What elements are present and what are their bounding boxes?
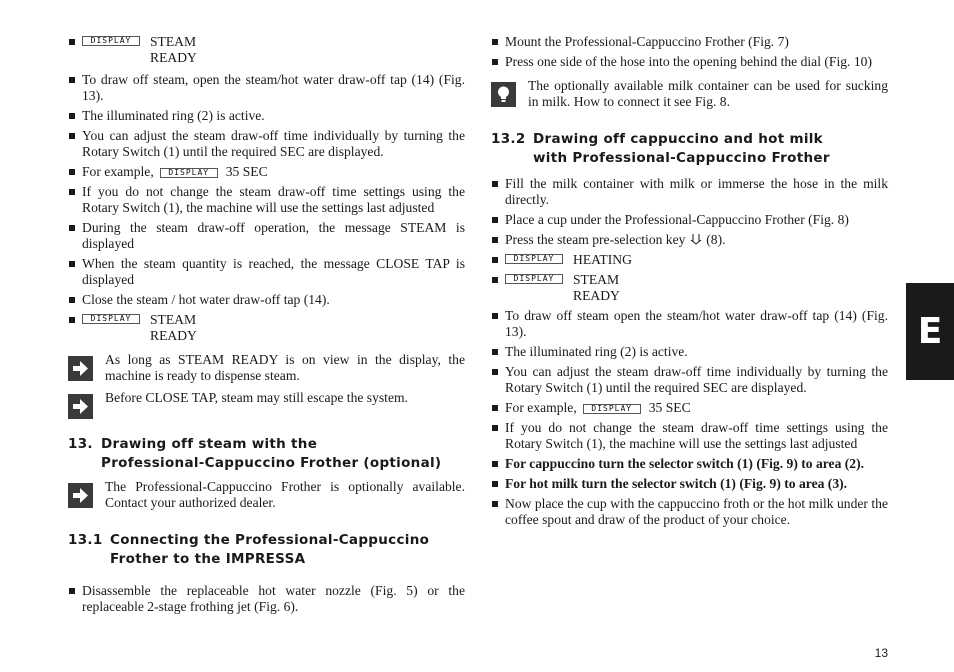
list-item: Disassemble the replaceable hot water nozzle (Fig. 5) or the replaceable 2-stage frothing jet (Fig. 6). [68, 583, 465, 615]
list-item: When the steam quantity is reached, the message CLOSE TAP is displayed [68, 256, 465, 288]
list-item: Close the steam / hot water draw-off tap (14). [68, 292, 465, 308]
section-heading-13-1: 13.1 Connecting the Professional-Cappuccino Frother to the IMPRESSA [68, 532, 430, 567]
steam-key-icon [689, 233, 703, 245]
list-item: Mount the Professional-Cappuccino Frother (Fig. 7) [491, 34, 888, 50]
list-item: To draw off steam, open the steam/hot water draw-off tap (14) (Fig. 13). [68, 72, 465, 104]
list-item: Press one side of the hose into the opening behind the dial (Fig. 10) [491, 54, 888, 70]
list-item: For cappuccino turn the selector switch (1) (Fig. 9) to area (2). [491, 456, 888, 472]
page-number: 13 [874, 646, 888, 660]
list-item: During the steam draw-off operation, the message STEAM is displayed [68, 220, 465, 252]
list-item: For hot milk turn the selector switch (1) (Fig. 9) to area (3). [491, 476, 888, 492]
list-item: Now place the cup with the cappuccino froth or the hot milk under the coffee spout and draw of the product of your choice. [491, 496, 888, 528]
bullet-square [69, 39, 75, 45]
list-item: Place a cup under the Professional-Cappuccino Frother (Fig. 8) [491, 212, 888, 228]
tip-box: The optionally available milk container can be used for sucking in milk. How to connect it see Fig. 8. [491, 78, 888, 110]
right-arrow-icon [68, 356, 93, 381]
right-column [491, 34, 888, 532]
list-item: You can adjust the steam draw-off time individually by turning the Rotary Switch (1) until the required SEC are displayed. [68, 128, 465, 160]
display-icon: DISPLAY [505, 254, 563, 264]
display-icon: DISPLAY [82, 36, 140, 46]
list-item: You can adjust the steam draw-off time individually by turning the Rotary Switch (1) until the required SEC are displayed. [491, 364, 888, 396]
language-tab [906, 283, 954, 380]
section-heading-13: 13. Drawing off steam with the Professional-Cappuccino Frother (optional) [68, 436, 442, 471]
section-heading-13-2: 13.2 Drawing off cappuccino and hot milk with Professional-Cappuccino Frother [491, 131, 830, 166]
display-icon: DISPLAY [82, 314, 140, 324]
note-box: As long as STEAM READY is on view in the display, the machine is ready to dispense steam. [68, 352, 465, 384]
list-item: To draw off steam open the steam/hot water draw-off tap (14) (Fig. 13). [491, 308, 888, 340]
note-box: The Professional-Cappuccino Frother is optionally available. Contact your authorized dealer. [68, 479, 465, 511]
left-column [68, 34, 465, 619]
list-item: DISPLAY STEAM READY [68, 312, 465, 344]
language-tab-letter: E [917, 311, 943, 352]
lightbulb-icon [491, 82, 516, 107]
list-item: DISPLAY STEAM READY [68, 34, 465, 66]
list-item: Fill the milk container with milk or immerse the hose in the milk directly. [491, 176, 888, 208]
list-item: If you do not change the steam draw-off time settings using the Rotary Switch (1), the machine will use the settings last adjusted [491, 420, 888, 452]
right-arrow-icon [68, 394, 93, 419]
list-item: The illuminated ring (2) is active. [68, 108, 465, 124]
note-box: Before CLOSE TAP, steam may still escape the system. [68, 390, 465, 419]
list-item: The illuminated ring (2) is active. [491, 344, 888, 360]
list-item: DISPLAY STEAM READY [491, 272, 888, 304]
list-item: If you do not change the steam draw-off time settings using the Rotary Switch (1), the machine will use the settings last adjusted [68, 184, 465, 216]
display-icon: DISPLAY [583, 404, 641, 414]
display-icon: DISPLAY [160, 168, 218, 178]
list-item: For example, DISPLAY 35 SEC [68, 164, 465, 180]
list-item: DISPLAY HEATING [491, 252, 888, 268]
right-arrow-icon [68, 483, 93, 508]
list-item: Press the steam pre-selection key (8). [491, 232, 888, 248]
display-icon: DISPLAY [505, 274, 563, 284]
list-item: For example, DISPLAY 35 SEC [491, 400, 888, 416]
